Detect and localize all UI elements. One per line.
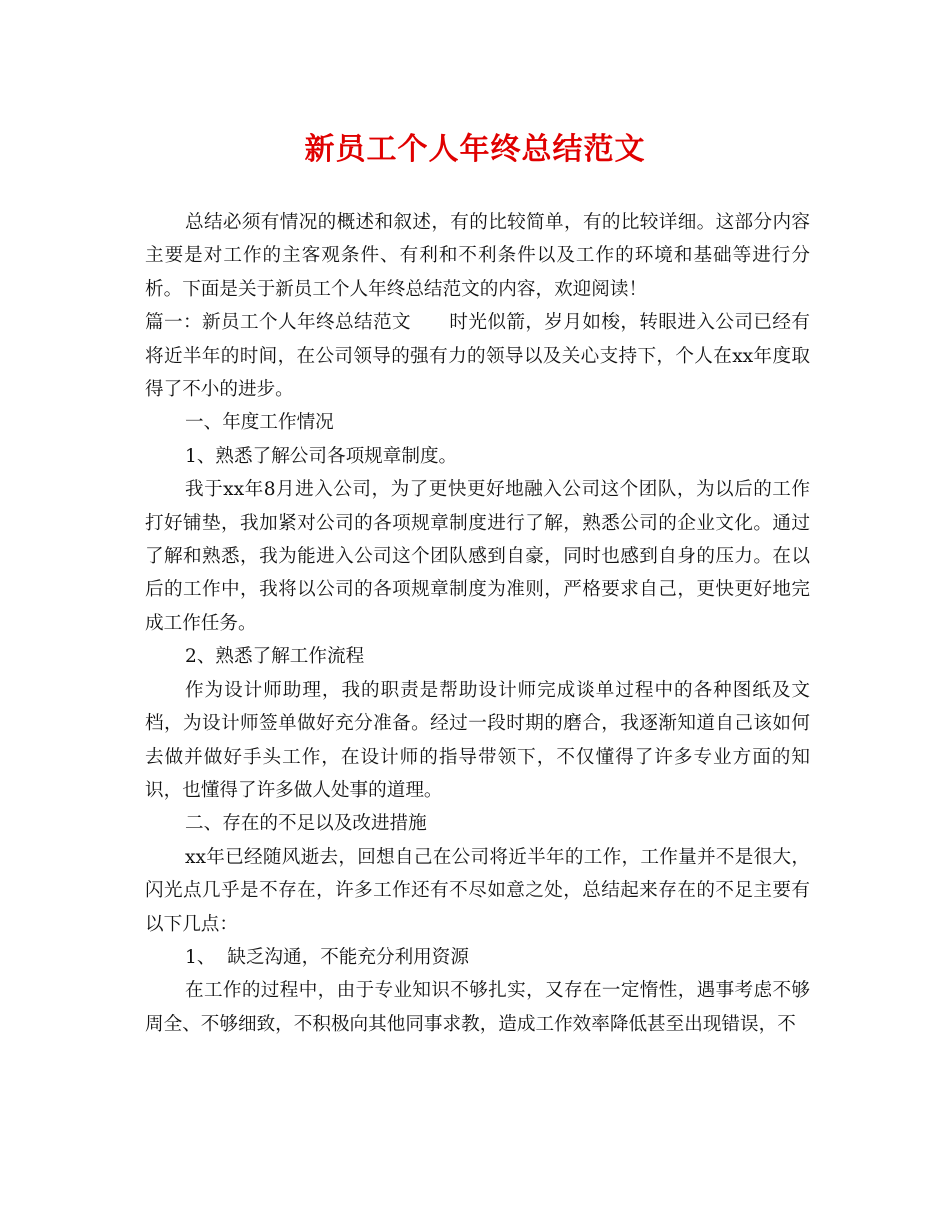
item1-paragraph: 我于xx年8月进入公司，为了更快更好地融入公司这个团队，为以后的工作打好铺垫，我加紧对公司的各项规章制度进行了解，熟悉公司的企业文化。通过了解和熟悉，我为能进入公司这个团队感到自豪，同时也感到自身的压力。在以后的工作中，我将以公司的各项规章制度为准则，严格要求自己，更快更好地完成工作任务。 xyxy=(145,479,810,634)
item1-heading: 1、熟悉了解公司各项规章制度。 xyxy=(185,445,458,467)
sub1-heading: 1、 缺乏沟通，不能充分利用资源 xyxy=(185,946,469,968)
item2-paragraph: 作为设计师助理，我的职责是帮助设计师完成谈单过程中的各种图纸及文档，为设计师签单做好充分准备。经过一段时期的磨合，我逐渐知道自己该如何去做并做好手头工作，在设计师的指导带领下，不仅懂得了许多专业方面的知识，也懂得了许多做人处事的道理。 xyxy=(145,679,810,801)
item2-heading: 2、熟悉了解工作流程 xyxy=(185,646,365,668)
section2-heading: 二、存在的不足以及改进措施 xyxy=(185,813,427,835)
section1-heading: 一、年度工作情况 xyxy=(185,412,334,434)
chapter-label: 篇一：新员工个人年终总结范文 xyxy=(145,312,411,334)
section2-paragraph: xx年已经随风逝去，回想自己在公司将近半年的工作，工作量并不是很大，闪光点几乎是不存在，许多工作还有不尽如意之处，总结起来存在的不足主要有以下几点： xyxy=(145,846,810,935)
chapter-paragraph xyxy=(145,306,810,406)
document-title: 新员工个人年终总结范文 xyxy=(304,132,646,167)
intro-paragraph: 总结必须有情况的概述和叙述，有的比较简单，有的比较详细。这部分内容主要是对工作的主客观条件、有利和不利条件以及工作的环境和基础等进行分析。下面是关于新员工个人年终总结范文的内容，欢迎阅读！ xyxy=(145,212,810,300)
sub1-paragraph: 在工作的过程中，由于专业知识不够扎实，又存在一定惰性，遇事考虑不够周全、不够细致，不积极向其他同事求教，造成工作效率降低甚至出现错误，不 xyxy=(145,980,810,1035)
chapter-opening: 时光似箭，岁月如梭，转眼进入公司已经有将近半年的时间，在公司领导的强有力的领导以及关心支持下，个人在xx年度取得了不小的进步。 xyxy=(145,312,810,401)
document-body xyxy=(145,206,810,1041)
